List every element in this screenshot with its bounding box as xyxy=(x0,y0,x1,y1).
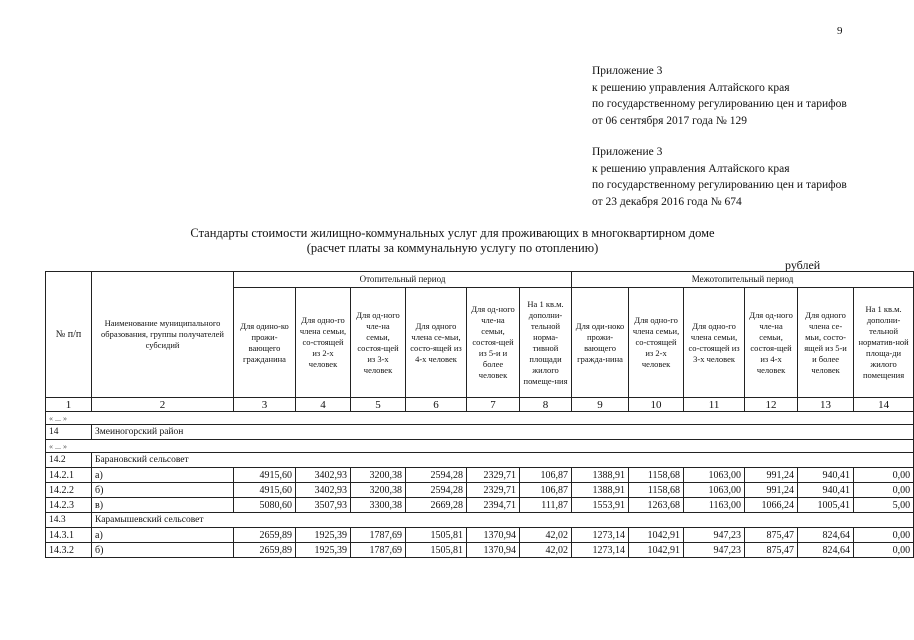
table-cell: 824,64 xyxy=(798,528,854,543)
column-number: 12 xyxy=(745,398,798,412)
table-cell: 875,47 xyxy=(745,528,798,543)
header-heating-col: Для од-ного чле-на семьи, состоя-щей из 5-и и более человек xyxy=(467,288,520,398)
table-cell: 1925,39 xyxy=(296,528,351,543)
column-number: 13 xyxy=(798,398,854,412)
header-heating-col: Для одино-ко прожи-вающего гражданина xyxy=(234,288,296,398)
table-cell: 1388,91 xyxy=(572,468,629,483)
table-cell: 5080,60 xyxy=(234,498,296,513)
appendix-2-line-2: к решению управления Алтайского края xyxy=(592,162,790,175)
header-heating-col: На 1 кв.м. дополни-тельной норма-тивной площади жилого помеще-ния xyxy=(520,288,572,398)
column-number: 10 xyxy=(629,398,684,412)
header-heating-col: Для одного члена се-мьи, состо-ящей из 4-х человек xyxy=(406,288,467,398)
table-cell: 3402,93 xyxy=(296,468,351,483)
table-cell: 991,24 xyxy=(745,468,798,483)
table-cell: 2329,71 xyxy=(467,483,520,498)
column-number: 1 xyxy=(46,398,92,412)
gap-row xyxy=(46,440,914,453)
appendix-2-line-3: по государственному регулированию цен и тарифов xyxy=(592,179,847,191)
table-cell: 111,87 xyxy=(520,498,572,513)
header-interheating-col: Для одно-го члена семьи, со-стоящей из 2-х человек xyxy=(629,288,684,398)
row-label: в) xyxy=(92,498,234,513)
table-cell: 1370,94 xyxy=(467,543,520,558)
appendix-1-line-2: к решению управления Алтайского края xyxy=(592,81,790,94)
table-cell: 1063,00 xyxy=(684,468,745,483)
table-cell: 2594,28 xyxy=(406,483,467,498)
appendix-block-1 xyxy=(592,63,847,129)
table-cell: 1066,24 xyxy=(745,498,798,513)
table-cell: 1370,94 xyxy=(467,528,520,543)
appendix-1-line-3: по государственному регулированию цен и тарифов xyxy=(592,98,847,110)
table-cell: 1925,39 xyxy=(296,543,351,558)
gap-row xyxy=(46,412,914,425)
table-cell: 1063,00 xyxy=(684,483,745,498)
table-cell: 1042,91 xyxy=(629,543,684,558)
appendix-1-line-4: от 06 сентября 2017 года № 129 xyxy=(592,114,747,127)
table-cell: 1163,00 xyxy=(684,498,745,513)
row-label: б) xyxy=(92,483,234,498)
row-code: 14.3.1 xyxy=(46,528,92,543)
table-cell: 3507,93 xyxy=(296,498,351,513)
table-cell: 1158,68 xyxy=(629,468,684,483)
standards-table xyxy=(45,271,914,558)
table-row xyxy=(46,483,914,498)
council-code: 14.3 xyxy=(46,513,92,528)
table-cell: 42,02 xyxy=(520,528,572,543)
appendix-1-line-1: Приложение 3 xyxy=(592,65,663,77)
table-cell: 42,02 xyxy=(520,543,572,558)
district-code: 14 xyxy=(46,425,92,440)
header-heating-col: Для одно-го члена семьи, со-стоящей из 2-х человек xyxy=(296,288,351,398)
units-label: рублей xyxy=(785,258,821,272)
column-number: 11 xyxy=(684,398,745,412)
column-number: 4 xyxy=(296,398,351,412)
column-number: 6 xyxy=(406,398,467,412)
table-cell: 2329,71 xyxy=(467,468,520,483)
council-row xyxy=(46,453,914,468)
table-cell: 3402,93 xyxy=(296,483,351,498)
table-cell: 1388,91 xyxy=(572,483,629,498)
row-code: 14.3.2 xyxy=(46,543,92,558)
row-label: а) xyxy=(92,528,234,543)
table-cell: 4915,60 xyxy=(234,483,296,498)
table-cell: 1505,81 xyxy=(406,528,467,543)
table-cell: 875,47 xyxy=(745,543,798,558)
document-title: Стандарты стоимости жилищно-коммунальных услуг для проживающих в многоквартирном доме xyxy=(190,226,715,240)
column-number: 2 xyxy=(92,398,234,412)
table-cell: 3200,38 xyxy=(351,483,406,498)
table-cell: 0,00 xyxy=(854,468,914,483)
header-interheating-col: Для одного члена се-мьи, состо-ящей из 5-и и более человек xyxy=(798,288,854,398)
row-label: б) xyxy=(92,543,234,558)
table-cell: 2659,89 xyxy=(234,543,296,558)
column-number: 3 xyxy=(234,398,296,412)
header-interheating-period: Межотопительный период xyxy=(572,272,914,288)
table-cell: 5,00 xyxy=(854,498,914,513)
header-interheating-col: На 1 кв.м. дополни-тельной норматив-ной площа-ди жилого помещения xyxy=(854,288,914,398)
council-name: Барановский сельсовет xyxy=(92,453,914,468)
header-heating-col: Для од-ного чле-на семьи, состоя-щей из 3-х человек xyxy=(351,288,406,398)
column-number: 9 xyxy=(572,398,629,412)
column-number: 5 xyxy=(351,398,406,412)
council-name: Карамышевский сельсовет xyxy=(92,513,914,528)
gap-mark: « ... » xyxy=(46,412,914,425)
table-cell: 940,41 xyxy=(798,468,854,483)
district-row xyxy=(46,425,914,440)
table-cell: 947,23 xyxy=(684,528,745,543)
table-cell: 0,00 xyxy=(854,528,914,543)
page-number: 9 xyxy=(837,25,843,37)
column-number: 7 xyxy=(467,398,520,412)
header-interheating-col: Для од-ного чле-на семьи, состоя-щей из 4-х человек xyxy=(745,288,798,398)
header-npp: № п/п xyxy=(46,272,92,398)
table-cell: 3200,38 xyxy=(351,468,406,483)
table-cell: 1158,68 xyxy=(629,483,684,498)
appendix-block-2 xyxy=(592,144,847,210)
table-cell: 947,23 xyxy=(684,543,745,558)
document-subtitle: (расчет платы за коммунальную услугу по отоплению) xyxy=(306,241,599,255)
table-cell: 1787,69 xyxy=(351,528,406,543)
table-row xyxy=(46,528,914,543)
row-label: а) xyxy=(92,468,234,483)
council-code: 14.2 xyxy=(46,453,92,468)
table-cell: 3300,38 xyxy=(351,498,406,513)
table-cell: 991,24 xyxy=(745,483,798,498)
table-cell: 824,64 xyxy=(798,543,854,558)
table-cell: 106,87 xyxy=(520,483,572,498)
table-cell: 1042,91 xyxy=(629,528,684,543)
table-cell: 1273,14 xyxy=(572,528,629,543)
column-number: 8 xyxy=(520,398,572,412)
table-cell: 2669,28 xyxy=(406,498,467,513)
table-cell: 0,00 xyxy=(854,483,914,498)
table-cell: 4915,60 xyxy=(234,468,296,483)
table-cell: 2394,71 xyxy=(467,498,520,513)
header-interheating-col: Для оди-ноко прожи-вающего гражда-нина xyxy=(572,288,629,398)
header-interheating-col: Для одно-го члена семьи, со-стоящей из 3-х человек xyxy=(684,288,745,398)
column-number: 14 xyxy=(854,398,914,412)
row-code: 14.2.2 xyxy=(46,483,92,498)
council-row xyxy=(46,513,914,528)
column-number-row xyxy=(46,398,914,412)
table-row xyxy=(46,468,914,483)
header-heating-period: Отопительный период xyxy=(234,272,572,288)
appendix-2-line-1: Приложение 3 xyxy=(592,146,663,158)
table-cell: 1005,41 xyxy=(798,498,854,513)
table-cell: 1273,14 xyxy=(572,543,629,558)
appendix-2-line-4: от 23 декабря 2016 года № 674 xyxy=(592,195,742,208)
table-row xyxy=(46,498,914,513)
row-code: 14.2.3 xyxy=(46,498,92,513)
table-cell: 1505,81 xyxy=(406,543,467,558)
table-cell: 0,00 xyxy=(854,543,914,558)
table-cell: 1263,68 xyxy=(629,498,684,513)
district-name: Змеиногорский район xyxy=(92,425,914,440)
table-row xyxy=(46,543,914,558)
header-name: Наименование муниципального образования, группы получателей субсидий xyxy=(92,272,234,398)
gap-mark: « ... » xyxy=(46,440,914,453)
table-cell: 2594,28 xyxy=(406,468,467,483)
table-cell: 940,41 xyxy=(798,483,854,498)
table-cell: 1553,91 xyxy=(572,498,629,513)
table-cell: 2659,89 xyxy=(234,528,296,543)
row-code: 14.2.1 xyxy=(46,468,92,483)
table-cell: 106,87 xyxy=(520,468,572,483)
table-cell: 1787,69 xyxy=(351,543,406,558)
